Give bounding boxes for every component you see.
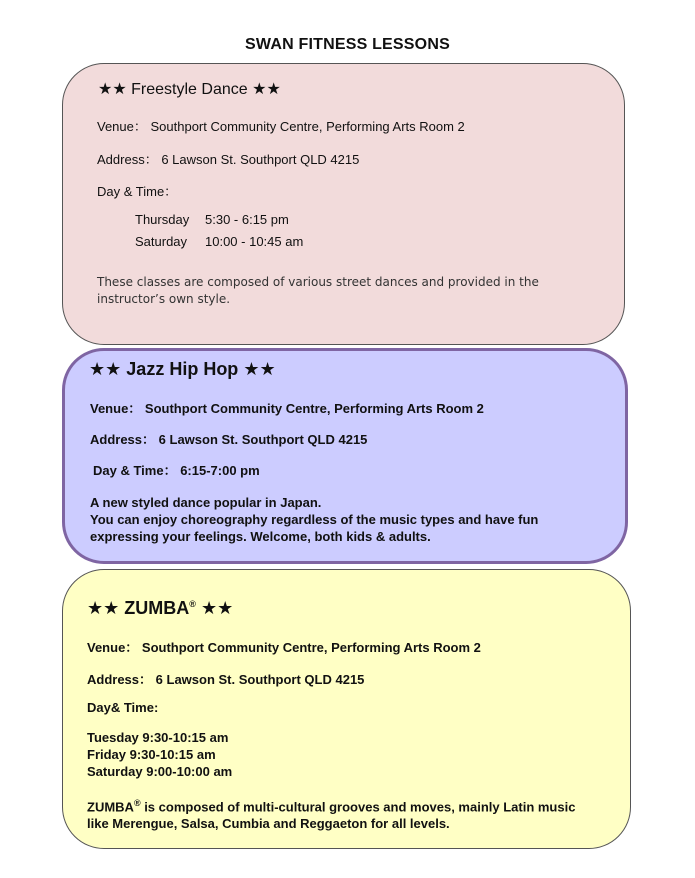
lesson-title: ZUMBA® <box>124 598 196 618</box>
venue-value: Southport Community Centre, Performing Arts Room 2 <box>141 640 481 655</box>
venue-value: Southport Community Centre, Performing Arts Room 2 <box>144 401 484 416</box>
page-title: SWAN FITNESS LESSONS <box>245 36 450 53</box>
lesson-title: Jazz Hip Hop <box>126 359 239 379</box>
address-label: Address： <box>90 432 156 447</box>
lesson-heading <box>87 598 233 619</box>
venue-value: Southport Community Centre, Performing Arts Room 2 <box>150 119 465 134</box>
lesson-card-zumba <box>62 569 631 849</box>
venue-line <box>87 637 481 656</box>
lesson-description: These classes are composed of various street dances and provided in the instructor’s own style. <box>97 275 539 306</box>
lesson-description <box>87 795 577 832</box>
address-line <box>90 429 367 448</box>
description-brand: ZUMBA <box>87 799 134 815</box>
venue-label: Venue： <box>90 401 142 416</box>
address-label: Address： <box>87 672 153 687</box>
description-text: is composed of multi-cultural grooves and moves, mainly Latin music like Merengue, Salsa, Cumbia and Reggaeton for all levels. <box>87 799 576 832</box>
star-icons: ★★ <box>87 598 120 618</box>
schedule-list <box>87 729 232 780</box>
star-icons: ★★ <box>98 81 127 98</box>
lesson-heading <box>89 359 276 380</box>
schedule-time: 5:30 - 6:15 pm <box>205 212 289 227</box>
lesson-title: Freestyle Dance <box>131 81 248 98</box>
lesson-card-freestyle-dance <box>62 63 625 345</box>
venue-label: Venue： <box>87 640 139 655</box>
venue-line <box>90 398 484 417</box>
star-icons: ★★ <box>200 598 234 618</box>
schedule-day: Thursday <box>135 212 190 227</box>
venue-label: Venue： <box>97 119 147 134</box>
day-time-value: 6:15-7:00 pm <box>180 463 260 478</box>
schedule-time: 10:00 - 10:45 am <box>205 234 304 249</box>
address-line <box>87 669 364 688</box>
day-time-label: Day & Time： <box>93 463 177 478</box>
day-time-label: Day & Time： <box>97 184 178 199</box>
lesson-card-jazz-hip-hop <box>62 348 628 564</box>
schedule-row: Tuesday 9:30-10:15 am <box>87 730 229 745</box>
star-icons: ★★ <box>243 359 276 379</box>
schedule-day: Saturday <box>135 234 188 249</box>
address-line <box>97 149 359 168</box>
schedule-row: Friday 9:30-10:15 am <box>87 747 216 762</box>
registered-mark: ® <box>133 798 141 808</box>
star-icons: ★★ <box>89 359 122 379</box>
address-value: 6 Lawson St. Southport QLD 4215 <box>161 152 360 167</box>
day-time-label: Day& Time: <box>87 700 159 715</box>
description-line: You can enjoy choreography regardless of the music types and have fun expressing your feelings. Welcome, both kids & adults. <box>90 512 539 544</box>
venue-line <box>97 116 465 135</box>
lesson-heading <box>98 79 281 99</box>
day-time-line <box>93 460 260 479</box>
lesson-description <box>90 494 590 545</box>
address-value: 6 Lawson St. Southport QLD 4215 <box>155 672 365 687</box>
schedule-row <box>135 209 303 231</box>
schedule-row: Saturday 9:00-10:00 am <box>87 764 233 779</box>
schedule-list <box>135 209 303 253</box>
address-value: 6 Lawson St. Southport QLD 4215 <box>158 432 368 447</box>
star-icons: ★★ <box>252 81 281 98</box>
description-line: A new styled dance popular in Japan. <box>90 495 322 510</box>
registered-mark: ® <box>189 599 196 609</box>
schedule-row <box>135 231 303 253</box>
address-label: Address： <box>97 152 158 167</box>
